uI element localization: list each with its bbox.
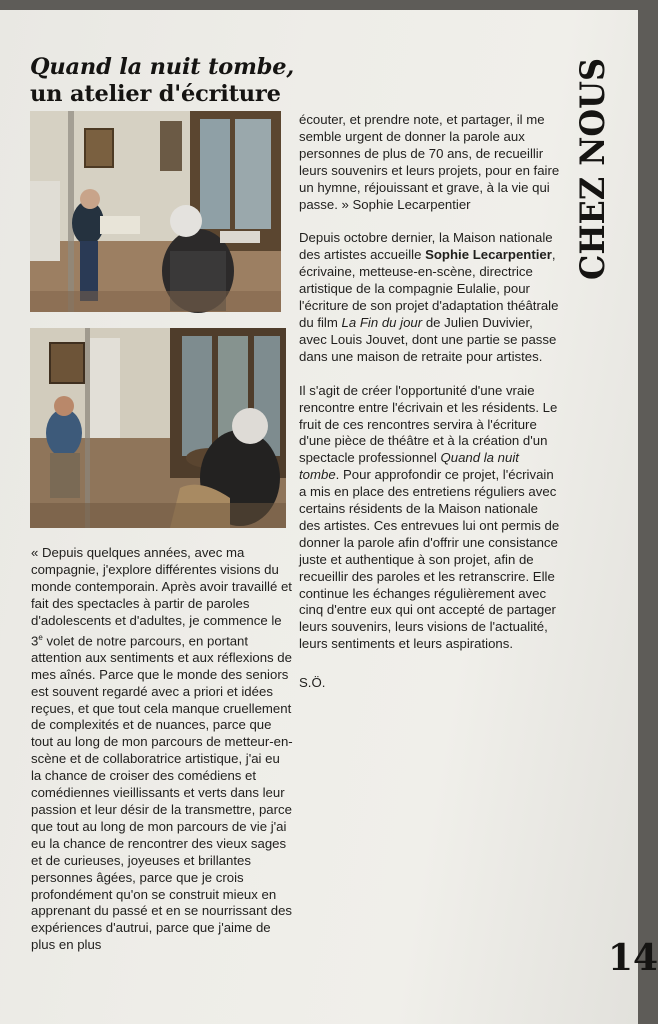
project-text-a: Il s'agit de créer l'opportunité d'une vraie rencontre entre l'écrivain et les résidents. Le fruit de ces rencontres servira à l'écriture d'une pièce de théâtre et à la création d'un spectacle professionnel — [299, 382, 558, 466]
intro-paragraph — [299, 230, 561, 365]
intro-text-c: de Julien Duvivier, avec Louis Jouvet, dont une partie se passe dans une maison de retraite pour artistes. — [299, 314, 557, 364]
intro-text-b: , écrivaine, metteuse-en-scène, directrice artistique de la compagnie Eulalie, pour l'écriture de son projet d'adaptation théâtrale du film — [299, 247, 559, 330]
section-label — [560, 43, 620, 282]
photo-interview-1 — [30, 111, 281, 312]
quote-continuation: écouter, et prendre note, et partager, il me semble urgent de donner la parole aux personnes de plus de 70 ans, de recueillir leurs souvenirs et leurs projets, pour en faire un hymne, réjouissant et grave, à la vie qui passe. » Sophie Lecarpentier — [299, 112, 560, 212]
right-column — [299, 112, 561, 692]
author-name: Sophie Lecarpentier — [425, 247, 552, 263]
film-title: La Fin du jour — [341, 314, 423, 330]
article-title — [30, 54, 294, 108]
magazine-page — [0, 10, 658, 1024]
title-line-2: un atelier d'écriture — [30, 81, 281, 107]
photo-interview-2 — [30, 328, 286, 528]
section-label-text: CHEZ NOUS — [573, 43, 613, 280]
left-column — [31, 545, 293, 954]
show-title: Quand la nuit tombe — [299, 450, 519, 483]
intro-text-a: Depuis octobre dernier, la Maison nationale des artistes accueille — [299, 230, 553, 263]
quote-paragraph — [31, 545, 293, 954]
quote-text-part-1: « Depuis quelques années, avec ma compagnie, j'explore différentes visions du monde contemporain. Après avoir travaillé et fait des spectacles à partir de paroles d'adolescents et d'adultes, je commence le 3 — [31, 545, 292, 648]
ordinal-suffix: e — [38, 632, 43, 642]
project-text-b: . Pour approfondir ce projet, l'écrivain a mis en place des entretiens réguliers avec certains résidents de la Maison nationale des artistes. Ces entrevues lui ont permis de donner la parole afin d'offrir une consistance juste et authentique à son projet, afin de recueillir des paroles et les retranscrire. Elle continue les échanges régulièrement avec cinq d'entre eux qui ont accepté de partager leurs souvenirs, leurs visions de l'actualité, leurs sentiments et leurs aspirations. — [299, 467, 560, 652]
author-initials: S.Ö. — [299, 675, 326, 691]
project-paragraph — [299, 383, 561, 654]
title-line-1: Quand la nuit tombe, — [30, 54, 295, 80]
page-number: 14 — [608, 937, 658, 979]
quote-text-part-2: volet de notre parcours, en portant attention aux sentiments et aux réflexions de mes aînés. Parce que le monde des seniors est souvent regardé avec a priori et idées reçues, et que tout cela manque cruellement de complexités et de nuances, parce que tout au long de mon parcours de metteur-en-scène et de collaboratrice artistique, j'ai eu la chance de croiser des comédiens et comédiennes vieillissants et verts dans leur passion et leur désir de la transmettre, parce que tout au long de mon parcours de vie j'ai eu la chance de rencontrer des vieux sages et de curieuses, joyeuses et brillantes personnes âgées, parce que je crois profondément qu'on se construit mieux en apprenant du passé et en se nourrissant des expériences d'autrui, parce que j'aime de plus en plus — [31, 632, 293, 953]
